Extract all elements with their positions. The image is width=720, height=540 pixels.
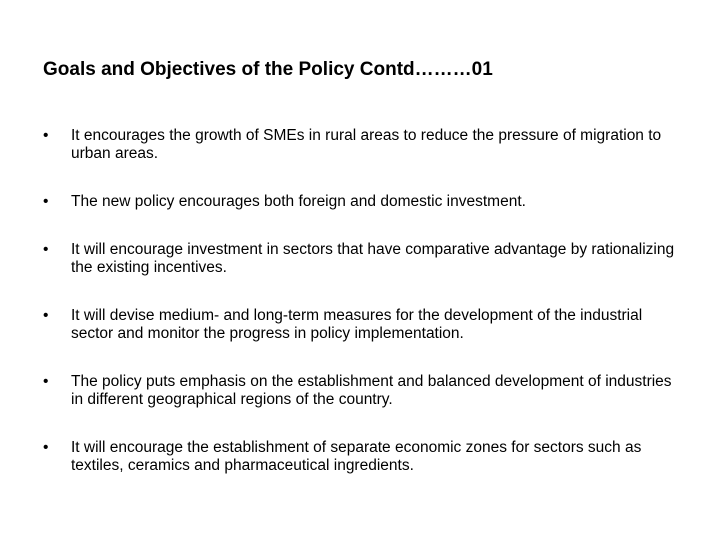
list-item	[43, 439, 683, 475]
list-item	[43, 127, 683, 163]
list-item	[43, 193, 683, 211]
bullet-text: It will encourage the establishment of separate economic zones for sectors such as textiles, ceramics and pharmaceutical ingredients.	[71, 439, 642, 474]
bullet-icon: •	[43, 307, 49, 324]
bullet-icon: •	[43, 439, 49, 456]
bullet-icon: •	[43, 193, 49, 210]
slide-title: Goals and Objectives of the Policy Contd………01	[43, 59, 493, 80]
bullet-list	[43, 127, 683, 505]
bullet-icon: •	[43, 127, 49, 144]
list-item	[43, 241, 683, 277]
bullet-text: It will encourage investment in sectors that have comparative advantage by rationalizing the existing incentives.	[71, 241, 675, 276]
bullet-text: It will devise medium- and long-term measures for the development of the industrial sector and monitor the progress in policy implementation.	[71, 307, 643, 342]
list-item	[43, 307, 683, 343]
bullet-icon: •	[43, 241, 49, 258]
bullet-text: The policy puts emphasis on the establishment and balanced development of industries in different geographical regions of the country.	[71, 373, 672, 408]
bullet-text: The new policy encourages both foreign and domestic investment.	[71, 193, 526, 210]
bullet-icon: •	[43, 373, 49, 390]
bullet-text: It encourages the growth of SMEs in rural areas to reduce the pressure of migration to urban areas.	[71, 127, 662, 162]
list-item	[43, 373, 683, 409]
